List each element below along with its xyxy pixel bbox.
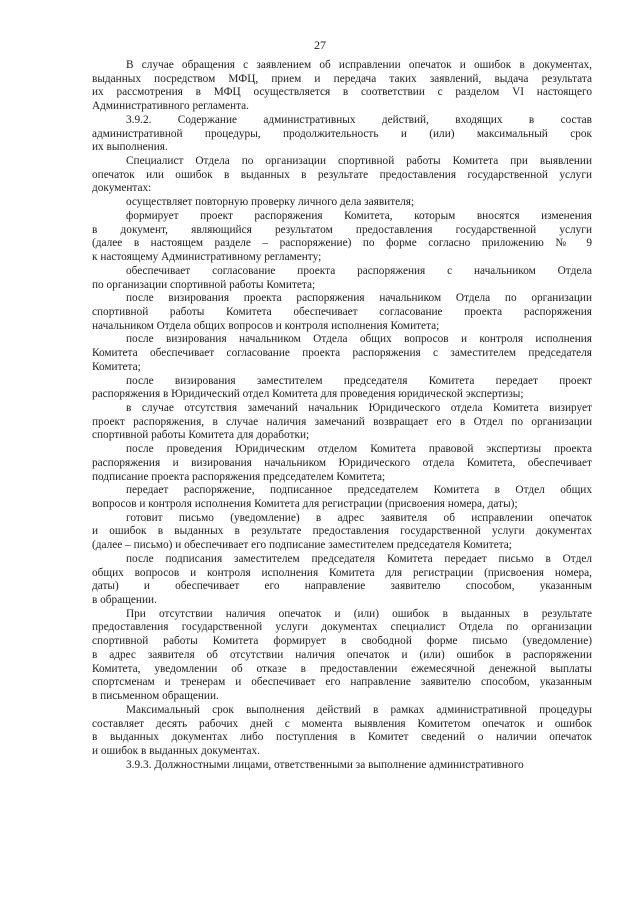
page-number: 27 [314,38,326,52]
text-line: Комитета обеспечивает согласование проекта распоряжения с заместителем председателя [92,347,592,360]
text-line: в письменном обращении. [92,690,219,703]
text-line: Комитета; [92,360,141,373]
text-line: после визирования проекта распоряжения начальником Отдела по организации [126,292,592,305]
paragraph [92,443,592,484]
text-line: готовит письмо (уведомление) в адрес заявителя об исправлении опечаток [126,511,592,524]
text-line: даты) и обеспечивает его направление заявителю способом, указанным [92,580,592,593]
text-line: после визирования начальником Отдела общих вопросов и контроля исполнения [126,333,592,346]
text-line: и ошибок в выданных в результате предоставления государственной услуги документах [92,525,592,538]
paragraph [92,402,592,443]
text-line: (далее – письмо) и обеспечивает его подписание заместителем председателя Комитета; [92,539,512,552]
paragraph [92,484,592,511]
paragraph [92,114,592,155]
text-line: Комитета, уведомлении об отказе в предоставлении ежемесячной денежной выплаты [92,662,592,675]
paragraph [92,608,592,704]
text-line: проект распоряжения, в случае наличия замечаний возвращает его в Отдел по организации [92,415,592,428]
paragraph [92,512,592,553]
text-line: Максимальный срок выполнения действий в рамках административной процедуры [126,703,592,716]
text-line: и ошибок в выданных документах. [92,744,260,757]
text-line: их выполнения. [92,141,168,154]
text-line: после визирования заместителем председателя Комитета передает проект [126,374,592,387]
document-body [92,59,592,772]
text-line: распоряжения в Юридический отдел Комитета для проведения юридической экспертизы; [92,388,524,401]
text-line: общих вопросов и контроля исполнения Комитета для регистрации (присвоения номера, [92,566,592,579]
paragraph [92,704,592,759]
text-line: 3.9.3. Должностными лицами, ответственными за выполнение административного [126,758,524,771]
text-line: (далее в настоящем разделе – распоряжение) по форме согласно приложению № 9 [92,237,592,250]
text-line: спортивной работы Комитета формирует в свободной форме письмо (уведомление) [92,635,592,648]
paragraph [92,292,592,333]
text-line: В случае обращения с заявлением об исправлении опечаток и ошибок в документах, [126,59,592,71]
text-line: к настоящему Административному регламенту; [92,251,322,264]
text-line: спортивной работы Комитета обеспечивает согласование проекта распоряжения [92,305,592,318]
text-line: по организации спортивной работы Комитета; [92,278,316,291]
text-line: формирует проект распоряжения Комитета, которым вносятся изменения [126,209,592,222]
text-line: 3.9.2. Содержание административных действий, входящих в состав [126,113,592,126]
text-line: При отсутствии наличия опечаток и (или) ошибок в выданных в результате [126,607,592,620]
text-line: осуществляет повторную проверку личного дела заявителя; [126,196,415,209]
text-line: в выданных документах либо поступления в Комитет сведений о наличии опечаток [92,731,592,744]
paragraph [92,59,592,114]
text-line: распоряжения и визирования начальником Юридического отдела Комитета, обеспечивает [92,456,592,469]
paragraph [92,196,592,210]
paragraph [92,375,592,402]
text-line: обеспечивает согласование проекта распоряжения с начальником Отдела [126,264,592,277]
paragraph [92,210,592,265]
paragraph [92,759,592,773]
paragraph [92,265,592,292]
text-line: после подписания заместителем председателя Комитета передает письмо в Отдел [126,552,592,565]
text-line: предоставления государственной услуги документах специалист Отдела по организации [92,621,592,634]
text-line: в адрес заявителя об отсутствии наличия опечаток и (или) ошибок в распоряжении [92,648,592,661]
text-line: выданных посредством МФЦ, прием и передача таких заявлений, выдача результата [92,72,592,85]
text-line: начальником Отдела общих вопросов и контроля исполнения Комитета; [92,319,440,332]
paragraph [92,553,592,608]
text-line: опечаток или ошибок в выданных в результате предоставления государственной услуги [92,168,592,181]
text-line: в обращении. [92,594,157,607]
paragraph [92,155,592,196]
text-line: подписание проекта распоряжения председателем Комитета; [92,470,386,483]
paragraph [92,333,592,374]
text-line: документах: [92,182,152,195]
text-line: после проведения Юридическим отделом Комитета правовой экспертизы проекта [126,443,592,456]
text-line: Специалист Отдела по организации спортивной работы Комитета при выявлении [126,155,592,168]
text-line: спортсменам и тренерам и обеспечивает его направление заявителю способом, указанным [92,676,592,689]
text-line: в документ, являющийся результатом предоставления государственной услуги [92,223,592,236]
text-line: административной процедуры, продолжительность и (или) максимальный срок [92,127,592,140]
text-line: передает распоряжение, подписанное председателем Комитета в Отдел общих [126,484,592,497]
text-line: Административного регламента. [92,100,249,113]
text-line: спортивной работы Комитета для доработки; [92,429,310,442]
text-line: их рассмотрения в МФЦ осуществляется в соответствии с разделом VI настоящего [92,86,592,99]
text-line: составляет десять рабочих дней с момента выявления Комитетом опечаток и ошибок [92,717,592,730]
text-line: вопросов и контроля исполнения Комитета для регистрации (присвоения номера, даты); [92,498,518,510]
text-line: в случае отсутствия замечаний начальник Юридического отдела Комитета визирует [126,401,592,414]
